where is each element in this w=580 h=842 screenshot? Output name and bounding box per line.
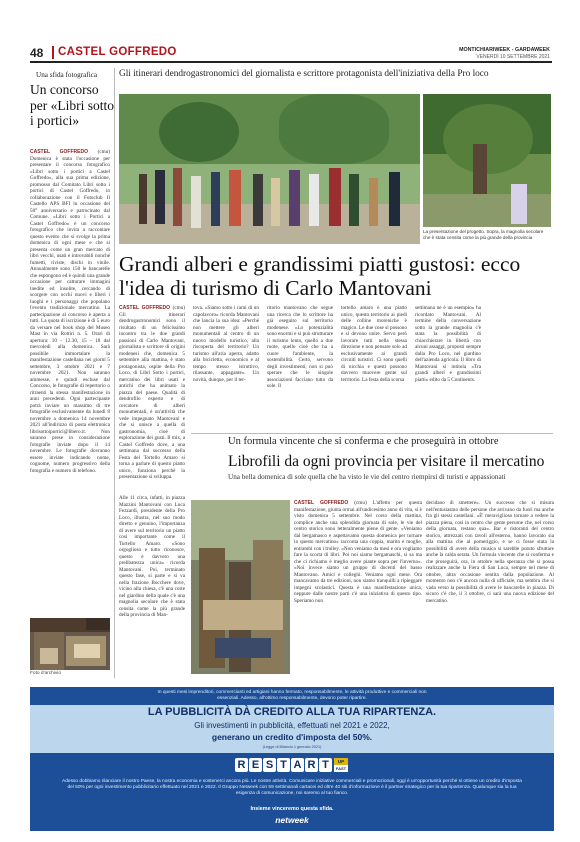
header-divider — [52, 46, 54, 59]
header-rule — [30, 61, 552, 63]
second-photo — [191, 500, 290, 674]
sidebar-lead: CASTEL GOFFREDO — [30, 149, 88, 155]
sidebar-photo-caption: Foto d'archivio — [30, 671, 62, 676]
second-column-2: decidano di smettere». Un successo che si misura nell'entusiasmo delle persone che arrivano da fuori ma anche fra gli stessi castellani. «È' meraviglioso tornare a vedere la piazza piena, così in centro che gente persone che, nel corso della giornata, restano qua». Bar e ristoranti del centro storico, attrezzati con tavoli all'esterno, hanno lavorato sia alla mattina che al pomeriggio, e se ci fosse stata la possibilità di avere della musica si sarebbe potuto sfruttare anche la calda serata. Un formula vincente che si conferma e che proseguirà, ora, in ottobre nella speranza che si possa realizzare anche la Fiera di San Luca, sempre nel mese di ottobre, altra occasione sentita dalla popolazione. Al momento non c'è ancora nulla di ufficiale, ma sembra che si vada verso la possibilità di avere le bancarelle in piazza. Di sicuro c'è che, il 3 ottobre, ci sarà una nuova edizione del mercatino. — [426, 500, 554, 604]
restart-letter-t2: T — [319, 758, 332, 772]
second-kicker: Un formula vincente che si conferma e che proseguirà in ottobre — [228, 436, 499, 447]
publication-name: MONTICHIARIWEEK - GARDAWEEK — [459, 47, 550, 53]
page-number: 48 — [30, 46, 44, 60]
publication-date: VENERDÌ 10 SETTEMBRE 2021 — [476, 54, 550, 60]
restart-badge-fast: FAST — [335, 766, 347, 771]
main-column-6: settimana ne è un esempio» ha ricordato Mantovani. Al termine della conversazione sotto la grande magnolia c'è stata la possibilità di chiacchierare in libertà con alcuni assaggi, proposti sempre dalla Pro Loco, nel giardino dell'azienda agricola. Il libro di Mantovani si intitola «Tra grandi alberi e grandissimi piatti» edito da 5 Continents. — [415, 305, 481, 383]
ad-line-1: Gli investimenti in pubblicità, effettuati nel 2021 e 2022, — [194, 721, 390, 730]
sidebar — [30, 68, 114, 680]
main-photo-left — [119, 94, 420, 244]
second-subtitle: Una bella domenica di sole quella che ha visto le vie del centro riempirsi di turisti e appassionati — [228, 473, 506, 481]
ad-body: Adesso dobbiamo rilanciare il nostro Paese, la nostra economia e sostenerci ancora più. Le nostre attività. Comunicare iniziative commerciali e promozionali, oggi è un'opportunità perché si ottiene un credito d'imposta del 50% per ogni investimento pubblicitario effettuato nel 2021 e 2022. Il Gruppo Netweek con 59 settimanali cartacei ed oltre 40 siti d'informazione è il partner strategico per la tua ripartenza. Qualunque sia la tua esigenza di comunicazione, noi saremo al tuo fianco. — [62, 779, 522, 796]
column-rule — [114, 68, 115, 678]
main-column-2: Alle 11 circa, infatti, in piazza Mazzini Mantovani con Luca Fezzardi, presidente della Pro Loco, illustra, nel suo modo diretto e genuino, l'importanza di avere sul territorio un piatto così importante come il Tortello Amaro. «Sono orgoglioso e tutto riconosce, questo è davvero una prelibatezza unica» ricorda Mantovani. Poi, terminato questo fase, si parte e si va nella frazione Bocchere dove, vicino alla chiesa, c'è una corte nel giardino della quale c'è una magnolia secolare che è stata censita come la più grande della provincia di Man- — [119, 495, 185, 618]
main-title: Grandi alberi e grandissimi piatti gustosi: ecco l'idea di turismo di Carlo Mantovani — [119, 252, 521, 300]
main-column-1: CASTEL GOFFREDO (cmu) Gli itinerari dendrogastronomici sono il risultato di un felicissimo incontro tra le due grandi passioni di Carlo Mantovani, giornalista e scrittore di origini modenesi che, domenica 5 settembre alla mattina, è stato protagonista, ospite della Pro Loco, di Libri Sotto i portici, mercatino dei libri usati e antichi che ha animato la piazza del paese. Qualità di dendrofilo esperto e di cercatore di alberi monumentali, è un'attività che vede impegnato Mantovani e che si unisce a quella di gastronomia, cioè di esplorazione dei gusti. Il mix, a Castel Goffredo dove, a una settimana dal successo della Festa del Tortello Amaro si torna a parlare di questo piatto unico, funziona perché la presentazione si sviluppa. — [119, 305, 185, 480]
second-column-1: CASTEL GOFFREDO (cmu) L'affetto per questa manifestazione, giunta ormai all'undicesimo anno di vita, si è visto domenica 5 settembre. Nel corso della mattina, complice anche una splendida giornata di sole, le vie del centro storico sono letteralmente piene di gente. «Veniamo dal bergamasco e aspettavamo questa domenica per tornare in questo mercatino» racconta una coppia, marito e moglie, entrambi con i trolley. «Non veniamo da mesi e ora vogliamo fare la scorta di libri. Poi noi siamo bergamaschi, si sa ma che ci richiamo è meglio avere piante sopra per l'inverno». «Noi invece siamo un gruppo di docenti del basso Mantovano. Amici e colleghi. Veniamo ogni mese. Ora mancavamo da tre edizioni, non siamo tranquilli a ripieggare impegni scolastici. Questa è una manifestazione unica, neppure dalle nostre parti c'è una iniziativa di questo tipo. Speriamo non — [294, 500, 422, 604]
restart-badge-up: UP — [334, 758, 348, 765]
second-title: Librofili da ogni provincia per visitare il mercatino — [228, 453, 545, 470]
main-column-4: ritorio mantovano che segue una ricerca che lo scrittore ha già eseguito sul territorio modenese. «Lo potenzialità sono enormi e si può strutturare il turismo lento, quello a due ruote, quello cioè che ha a cuore l'ambiente, la sostenibilità. Certo, servono degli investimenti, non si può sperare che le singole associazioni facciano tutto da sole. Il — [267, 305, 333, 389]
section-title: CASTEL GOFFREDO — [58, 46, 177, 58]
sidebar-text: (cmu) Domenica è stata l'occasione per presentare il concorso fotografico «Libri sotto i portici a Castel Goffredo», alla sua prima edizione, promosso dal Comitato Libri sotto i portici di Castel Goffredo, in collaborazione con il Fotoclub Il Castello APS BFI in occasione del 50° anniversario e patrocinato dal Comune. «Libri sotto i Portici a Castel Goffredo» è un concorso fotografico che invita a raccontare questo evento che si svolge la prima domenica di ogni mese e che si presenta come un gran mercato di libri vecchi, usati e introvabili nonché fumetti, riviste, dischi in vinile. Annualmente sono 150 le bancarelle che espongono ed è quindi una grande occasione per catturare immagini inedite ed insolite, cercando di scorgere con occhi nuovi e liberi i luoghi e i personaggi che popolano l'evento tradizionale mercatino. La partecipazione al concorso è aperta a tutti. La quota di iscrizione è di 5 euro da versare nel book shop del Museo Mast in via Rottiri n. 5. Orari di apertura: 10 - 12.30, 15 - 18 dal mercoledì alla domenica. Sarà possibile immortalare la manifestazione castellana nei giorni 5 settembre, 3 ottobre 2021 e 7 novembre 2021. Non saranno ammesse, e quindi escluse dal Concorso, le fotografie di repertorio o ritraenti la stessa manifestazione in anni precedenti. Ogni partecipante potrà inviare un massimo di tre fotografie esclusivamente da lunedì 8 novembre a domenica 14 novembre 2021 all'indirizzo di posta elettronica librisottoiportici@libero.it. Non saranno prese in considerazione fotografie inviate dopo il 14 novembre. Le fotografie dovranno essere inviate indicando nome, cognome, numero progressivo della fotografia e numero di telefono. — [30, 149, 110, 474]
main-column-3: tova. «Siamo sotto i rami di un capolavoro» ricorda Mantovani che lancia la sua idea: «Perché non mettere gli alberi monumentali al centro di un nuovo modello turistico, alla riscoperta del territorio? Un turismo all'aria aperta, adatto alla bicicletta, economico e al tempo stesso istruttivo, rilassante, appagante». Un novità, dunque, per il ter- — [193, 305, 259, 383]
main-photo-right — [423, 94, 551, 227]
netweek-logo: netweek — [275, 815, 309, 825]
ad-small-print: (Legge di Bilancio 1 gennaio 2021) — [262, 745, 322, 749]
sidebar-body — [30, 149, 110, 614]
restart-letter-r2: R — [305, 758, 318, 772]
restart-letter-s: S — [263, 758, 276, 772]
second-lead: CASTEL GOFFREDO — [294, 500, 349, 506]
ad-banner — [30, 687, 554, 831]
sidebar-title: Un concorso per «Libri sotto i portici» — [30, 82, 114, 128]
main-photo-caption: La presentazione del progetto. Sopra, la magnolia secolare che è stata censita come la più grande della provincia — [423, 229, 544, 240]
main-kicker: Gli itinerari dendrogastronomici del giornalista e scrittore protagonista dell'iniziativa della Pro loco — [119, 69, 489, 79]
second-article-box — [191, 433, 553, 434]
ad-headline: LA PUBBLICITÀ DÀ CREDITO ALLA TUA RIPARTENZA. — [147, 706, 437, 718]
sidebar-kicker: Una sfida fotografica — [36, 71, 98, 79]
ad-intro: In questi mesi imprenditori, commercianti ed artigiani hanno fermato, responsabilmente, le attività produttive e commerciali non essenziali. Adesso, all'ottimo responsabilmente, devono poter ripartire. — [157, 690, 427, 701]
ad-closing: Insieme vinceremo questa sfida. — [250, 806, 334, 812]
restart-letter-t: T — [277, 758, 290, 772]
restart-letter-e: E — [249, 758, 262, 772]
sidebar-photo — [30, 618, 110, 670]
restart-logo — [235, 757, 349, 773]
main-column-5: tortello amaro è una piatto unico, questo territorio ai piedi delle colline moreniche è magico. Le due cose si possono e si devono unire. Servo però lavorare tutti nella stessa direzione e non pensare solo ad esclusivamente ai grandi circuiti turistici. Ci sono quelli di nicchia e questi possono davvero muovere gente sul territorio. La festa della scorsa — [341, 305, 407, 383]
main-lead: CASTEL GOFFREDO — [119, 305, 170, 311]
restart-letter-r: R — [235, 758, 248, 772]
restart-letter-a: A — [291, 758, 304, 772]
ad-line-2: generano un credito d'imposta del 50%. — [211, 732, 373, 742]
